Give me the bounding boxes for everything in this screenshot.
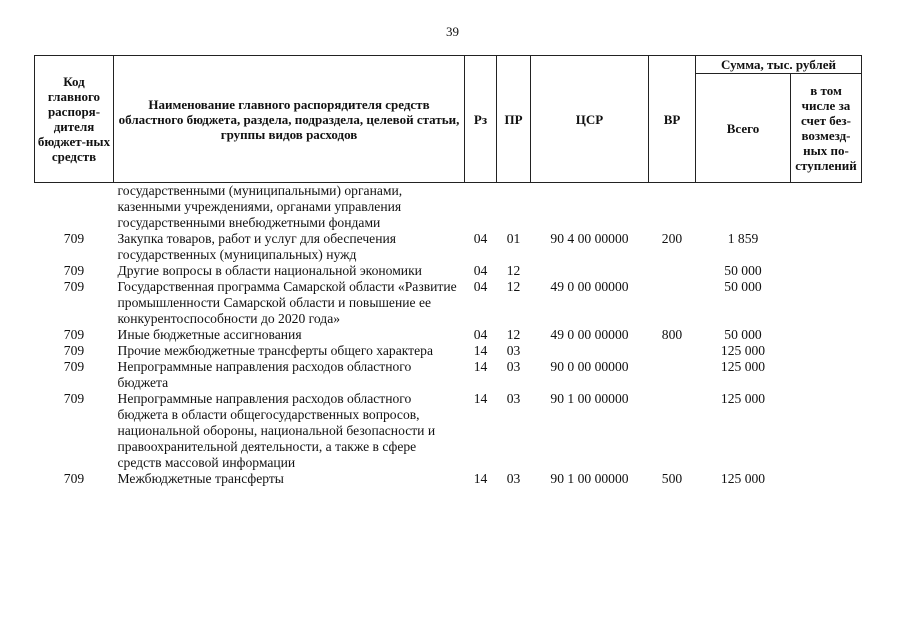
- header-csr: [531, 56, 649, 183]
- cell-incl: [791, 231, 862, 263]
- header-name: [114, 56, 465, 183]
- cell-csr: 90 1 00 00000: [550, 391, 629, 406]
- header-code-text: Код главного распоря-дителя бюджет-ных средств: [37, 74, 111, 164]
- header-pr: [497, 56, 531, 183]
- header-sum-group-text: Сумма, тыс. рублей: [721, 57, 836, 72]
- cell-pr: 03: [506, 343, 521, 358]
- cell-csr: 90 0 00 00000: [550, 359, 629, 374]
- cell-vr: 800: [661, 327, 683, 342]
- cell-name: Другие вопросы в области национальной экономики: [117, 263, 422, 278]
- cell-rz: 14: [473, 471, 488, 486]
- cell-total: 125 000: [720, 471, 766, 486]
- cell-incl: [791, 359, 862, 391]
- header-vr-text: ВР: [663, 111, 681, 127]
- cell-vr: 200: [661, 231, 683, 246]
- cell-total: 125 000: [720, 343, 766, 358]
- cell-code: [35, 183, 114, 232]
- cell-total: 125 000: [720, 359, 766, 374]
- cell-rz: 04: [473, 231, 488, 246]
- cell-name: Непрограммные направления расходов областного бюджета: [117, 359, 412, 390]
- cell-name: Государственная программа Самарской области «Развитие промышленности Самарской области и повышение ее конкурентоспособности до 2020 года»: [117, 279, 457, 326]
- cell-rz: 14: [473, 343, 488, 358]
- cell-vr: [649, 279, 696, 327]
- cell-code: 709: [63, 471, 85, 486]
- cell-vr: 500: [661, 471, 683, 486]
- cell-pr: 12: [506, 279, 521, 294]
- cell-total: 125 000: [720, 391, 766, 406]
- cell-csr: 90 4 00 00000: [550, 231, 629, 246]
- cell-pr: 12: [506, 263, 521, 278]
- header-total-text: Всего: [726, 120, 760, 136]
- cell-code: 709: [63, 327, 85, 342]
- cell-pr: 03: [506, 471, 521, 486]
- cell-code: 709: [63, 359, 85, 374]
- header-total: [696, 74, 791, 183]
- cell-vr: [649, 359, 696, 391]
- cell-name: Межбюджетные трансферты: [117, 471, 284, 486]
- cell-pr: 03: [506, 391, 521, 406]
- budget-table: [34, 55, 862, 487]
- header-sum-group: [696, 56, 862, 74]
- table-row: [35, 391, 862, 471]
- cell-incl: [791, 279, 862, 327]
- cell-name: Закупка товаров, работ и услуг для обеспечения государственных (муниципальных) нужд: [117, 231, 396, 262]
- cell-rz: 04: [473, 279, 488, 294]
- cell-name: Непрограммные направления расходов областного бюджета в области общегосударственных вопросов, национальной обороны, национальной безопасности и правоохранительной деятельности, а также в сфере средств массовой информации: [117, 391, 436, 470]
- cell-incl: [791, 391, 862, 471]
- cell-csr: [531, 263, 649, 279]
- cell-pr: 01: [506, 231, 521, 246]
- cell-rz: 04: [473, 263, 488, 278]
- page-number: 39: [446, 24, 459, 39]
- cell-csr: [531, 343, 649, 359]
- cell-incl: [791, 183, 862, 232]
- table-row: [35, 471, 862, 487]
- cell-code: 709: [63, 391, 85, 406]
- header-incl-text: в том числе за счет без-возмезд-ных по-ступлений: [795, 83, 857, 173]
- cell-vr: [649, 391, 696, 471]
- cell-name: Прочие межбюджетные трансферты общего характера: [117, 343, 433, 358]
- cell-code: 709: [63, 343, 85, 358]
- cell-vr: [649, 183, 696, 232]
- cell-total: [696, 183, 791, 232]
- header-incl: [791, 74, 862, 183]
- table-header: [35, 56, 862, 183]
- cell-total: 50 000: [724, 263, 762, 278]
- cell-vr: [649, 343, 696, 359]
- cell-rz: 14: [473, 391, 488, 406]
- table-row: [35, 231, 862, 263]
- cell-incl: [791, 471, 862, 487]
- header-vr: [649, 56, 696, 183]
- header-pr-text: ПР: [504, 111, 523, 127]
- cell-csr: [531, 183, 649, 232]
- cell-code: 709: [63, 231, 85, 246]
- table-row: [35, 359, 862, 391]
- header-rz-text: Рз: [473, 111, 488, 127]
- cell-incl: [791, 327, 862, 343]
- cell-name: Иные бюджетные ассигнования: [117, 327, 302, 342]
- cell-vr: [649, 263, 696, 279]
- cell-rz: 14: [473, 359, 488, 374]
- cell-pr: 03: [506, 359, 521, 374]
- cell-csr: 49 0 00 00000: [550, 327, 629, 342]
- cell-csr: 90 1 00 00000: [550, 471, 629, 486]
- cell-csr: 49 0 00 00000: [550, 279, 629, 294]
- header-code: [35, 56, 114, 183]
- header-rz: [465, 56, 497, 183]
- cell-total: 50 000: [724, 327, 762, 342]
- cell-code: 709: [63, 279, 85, 294]
- table-row: [35, 263, 862, 279]
- cell-pr: [497, 183, 531, 232]
- cell-rz: [465, 183, 497, 232]
- table-row: [35, 183, 862, 232]
- cell-total: 1 859: [727, 231, 759, 246]
- table-row: [35, 343, 862, 359]
- table-body: [35, 183, 862, 488]
- cell-name: государственными (муниципальными) органами, казенными учреждениями, органами управления государственными внебюджетными фондами: [117, 183, 403, 230]
- cell-code: 709: [63, 263, 85, 278]
- cell-total: 50 000: [724, 279, 762, 294]
- header-csr-text: ЦСР: [575, 111, 604, 127]
- cell-pr: 12: [506, 327, 521, 342]
- cell-incl: [791, 263, 862, 279]
- cell-incl: [791, 343, 862, 359]
- table-row: [35, 279, 862, 327]
- table-row: [35, 327, 862, 343]
- cell-rz: 04: [473, 327, 488, 342]
- header-name-text: Наименование главного распорядителя средств областного бюджета, раздела, подраздела, целевой статьи, группы видов расходов: [118, 96, 460, 142]
